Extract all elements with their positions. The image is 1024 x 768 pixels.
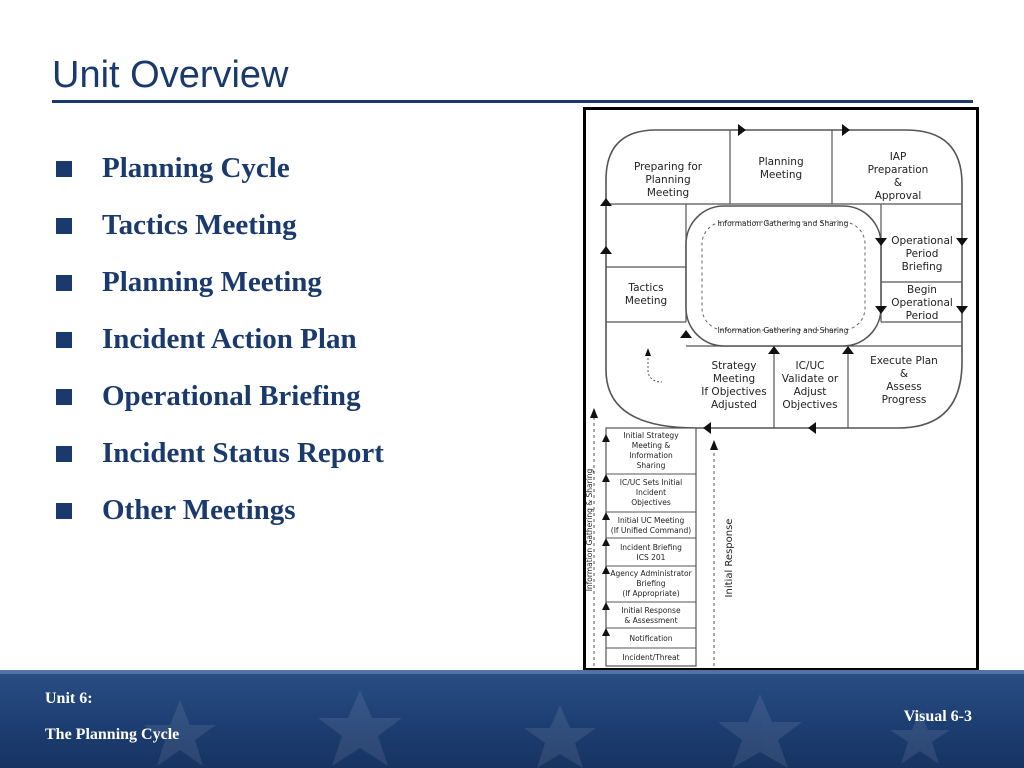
initial-response-side-label: Initial Response: [724, 518, 735, 598]
footer-visual-number: Visual 6-3: [903, 708, 972, 725]
op-briefing-label-2: Period: [905, 248, 939, 260]
execute-label-1: Execute Plan: [870, 355, 938, 367]
tactics-label-2: Meeting: [624, 295, 668, 307]
inner-loop-top-label: Information Gathering and Sharing: [717, 219, 849, 228]
bullet-item: [56, 482, 384, 539]
square-bullet-icon: [56, 446, 72, 462]
step-label: IC/UC Sets Initial: [619, 478, 683, 487]
bullet-item: [56, 197, 384, 254]
bullet-text: Planning Cycle: [102, 152, 290, 184]
planning-meeting-label-2: Meeting: [759, 169, 803, 181]
footer-banner: [0, 670, 1024, 768]
icuc-label-1: IC/UC: [795, 360, 825, 372]
bullet-item: [56, 425, 384, 482]
bullet-text: Operational Briefing: [102, 380, 361, 412]
step-label: ICS 201: [636, 553, 666, 562]
begin-period-label-1: Begin: [907, 284, 937, 296]
bullet-text: Incident Status Report: [102, 437, 384, 469]
icuc-label-3: Adjust: [793, 386, 827, 398]
begin-period-label-3: Period: [905, 310, 939, 322]
preparing-label-2: Planning: [645, 174, 691, 186]
inner-loop-bottom-label: Information Gathering and Sharing: [717, 326, 849, 335]
step-label: Initial UC Meeting: [617, 516, 685, 525]
square-bullet-icon: [56, 503, 72, 519]
square-bullet-icon: [56, 275, 72, 291]
square-bullet-icon: [56, 389, 72, 405]
op-briefing-label-3: Briefing: [901, 261, 943, 273]
tactics-label-1: Tactics: [628, 282, 664, 294]
execute-label-3: Assess: [886, 381, 922, 393]
step-label: Agency Administrator: [610, 569, 692, 578]
bullet-item: [56, 311, 384, 368]
square-bullet-icon: [56, 161, 72, 177]
step-label: Meeting &: [631, 441, 671, 450]
icuc-label-2: Validate or: [781, 373, 839, 385]
small-arrow-icon: [645, 348, 651, 356]
bullet-item: [56, 254, 384, 311]
preparing-label-3: Meeting: [646, 187, 690, 199]
bullet-text: Incident Action Plan: [102, 323, 357, 355]
iap-label-2: Preparation: [867, 164, 929, 176]
step-label: Objectives: [631, 498, 671, 507]
slide-title: Unit Overview: [52, 54, 289, 96]
execute-label-4: Progress: [881, 394, 927, 406]
step-label: Sharing: [636, 461, 666, 470]
info-gathering-side-label: Information Gathering & Sharing: [585, 468, 594, 592]
iap-label-4: Approval: [874, 190, 922, 202]
step-label: Incident Briefing: [620, 543, 682, 552]
step-label: (If Appropriate): [622, 589, 680, 598]
strategy-label-1: Strategy: [711, 360, 757, 372]
planning-meeting-label-1: Planning: [758, 156, 804, 168]
initial-response-arrow-icon: [710, 440, 718, 450]
title-divider: [52, 100, 973, 103]
footer-unit-number: Unit 6:: [45, 690, 93, 707]
strategy-label-3: If Objectives: [701, 386, 767, 398]
footer-unit-title: The Planning Cycle: [45, 726, 180, 743]
bullet-list: [56, 140, 384, 539]
square-bullet-icon: [56, 332, 72, 348]
planning-cycle-diagram: [583, 107, 979, 671]
iap-label-1: IAP: [889, 151, 907, 163]
step-label: & Assessment: [624, 616, 678, 625]
step-label: Initial Response: [621, 606, 681, 615]
bullet-text: Other Meetings: [102, 494, 296, 526]
bullet-text: Tactics Meeting: [102, 209, 297, 241]
square-bullet-icon: [56, 218, 72, 234]
planning-cycle-svg: [586, 110, 976, 668]
step-label: Incident/Threat: [622, 653, 680, 662]
bullet-item: [56, 368, 384, 425]
step-label: Briefing: [636, 579, 666, 588]
step-label: Incident: [635, 488, 667, 497]
iap-label-3: &: [893, 177, 903, 189]
begin-period-label-2: Operational: [891, 297, 953, 309]
step-label: Notification: [629, 634, 673, 643]
icuc-label-4: Objectives: [782, 399, 838, 411]
preparing-label-1: Preparing for: [633, 161, 703, 173]
execute-label-2: &: [899, 368, 909, 380]
info-gathering-arrow-icon: [590, 408, 598, 418]
bullet-text: Planning Meeting: [102, 266, 322, 298]
footer-decoration: [0, 670, 1024, 768]
step-label: Initial Strategy: [623, 431, 679, 440]
strategy-label-2: Meeting: [712, 373, 756, 385]
strategy-label-4: Adjusted: [711, 399, 757, 411]
step-label: (If Unified Command): [610, 526, 692, 535]
op-briefing-label-1: Operational: [891, 235, 953, 247]
bullet-item: [56, 140, 384, 197]
step-label: Information: [629, 451, 673, 460]
